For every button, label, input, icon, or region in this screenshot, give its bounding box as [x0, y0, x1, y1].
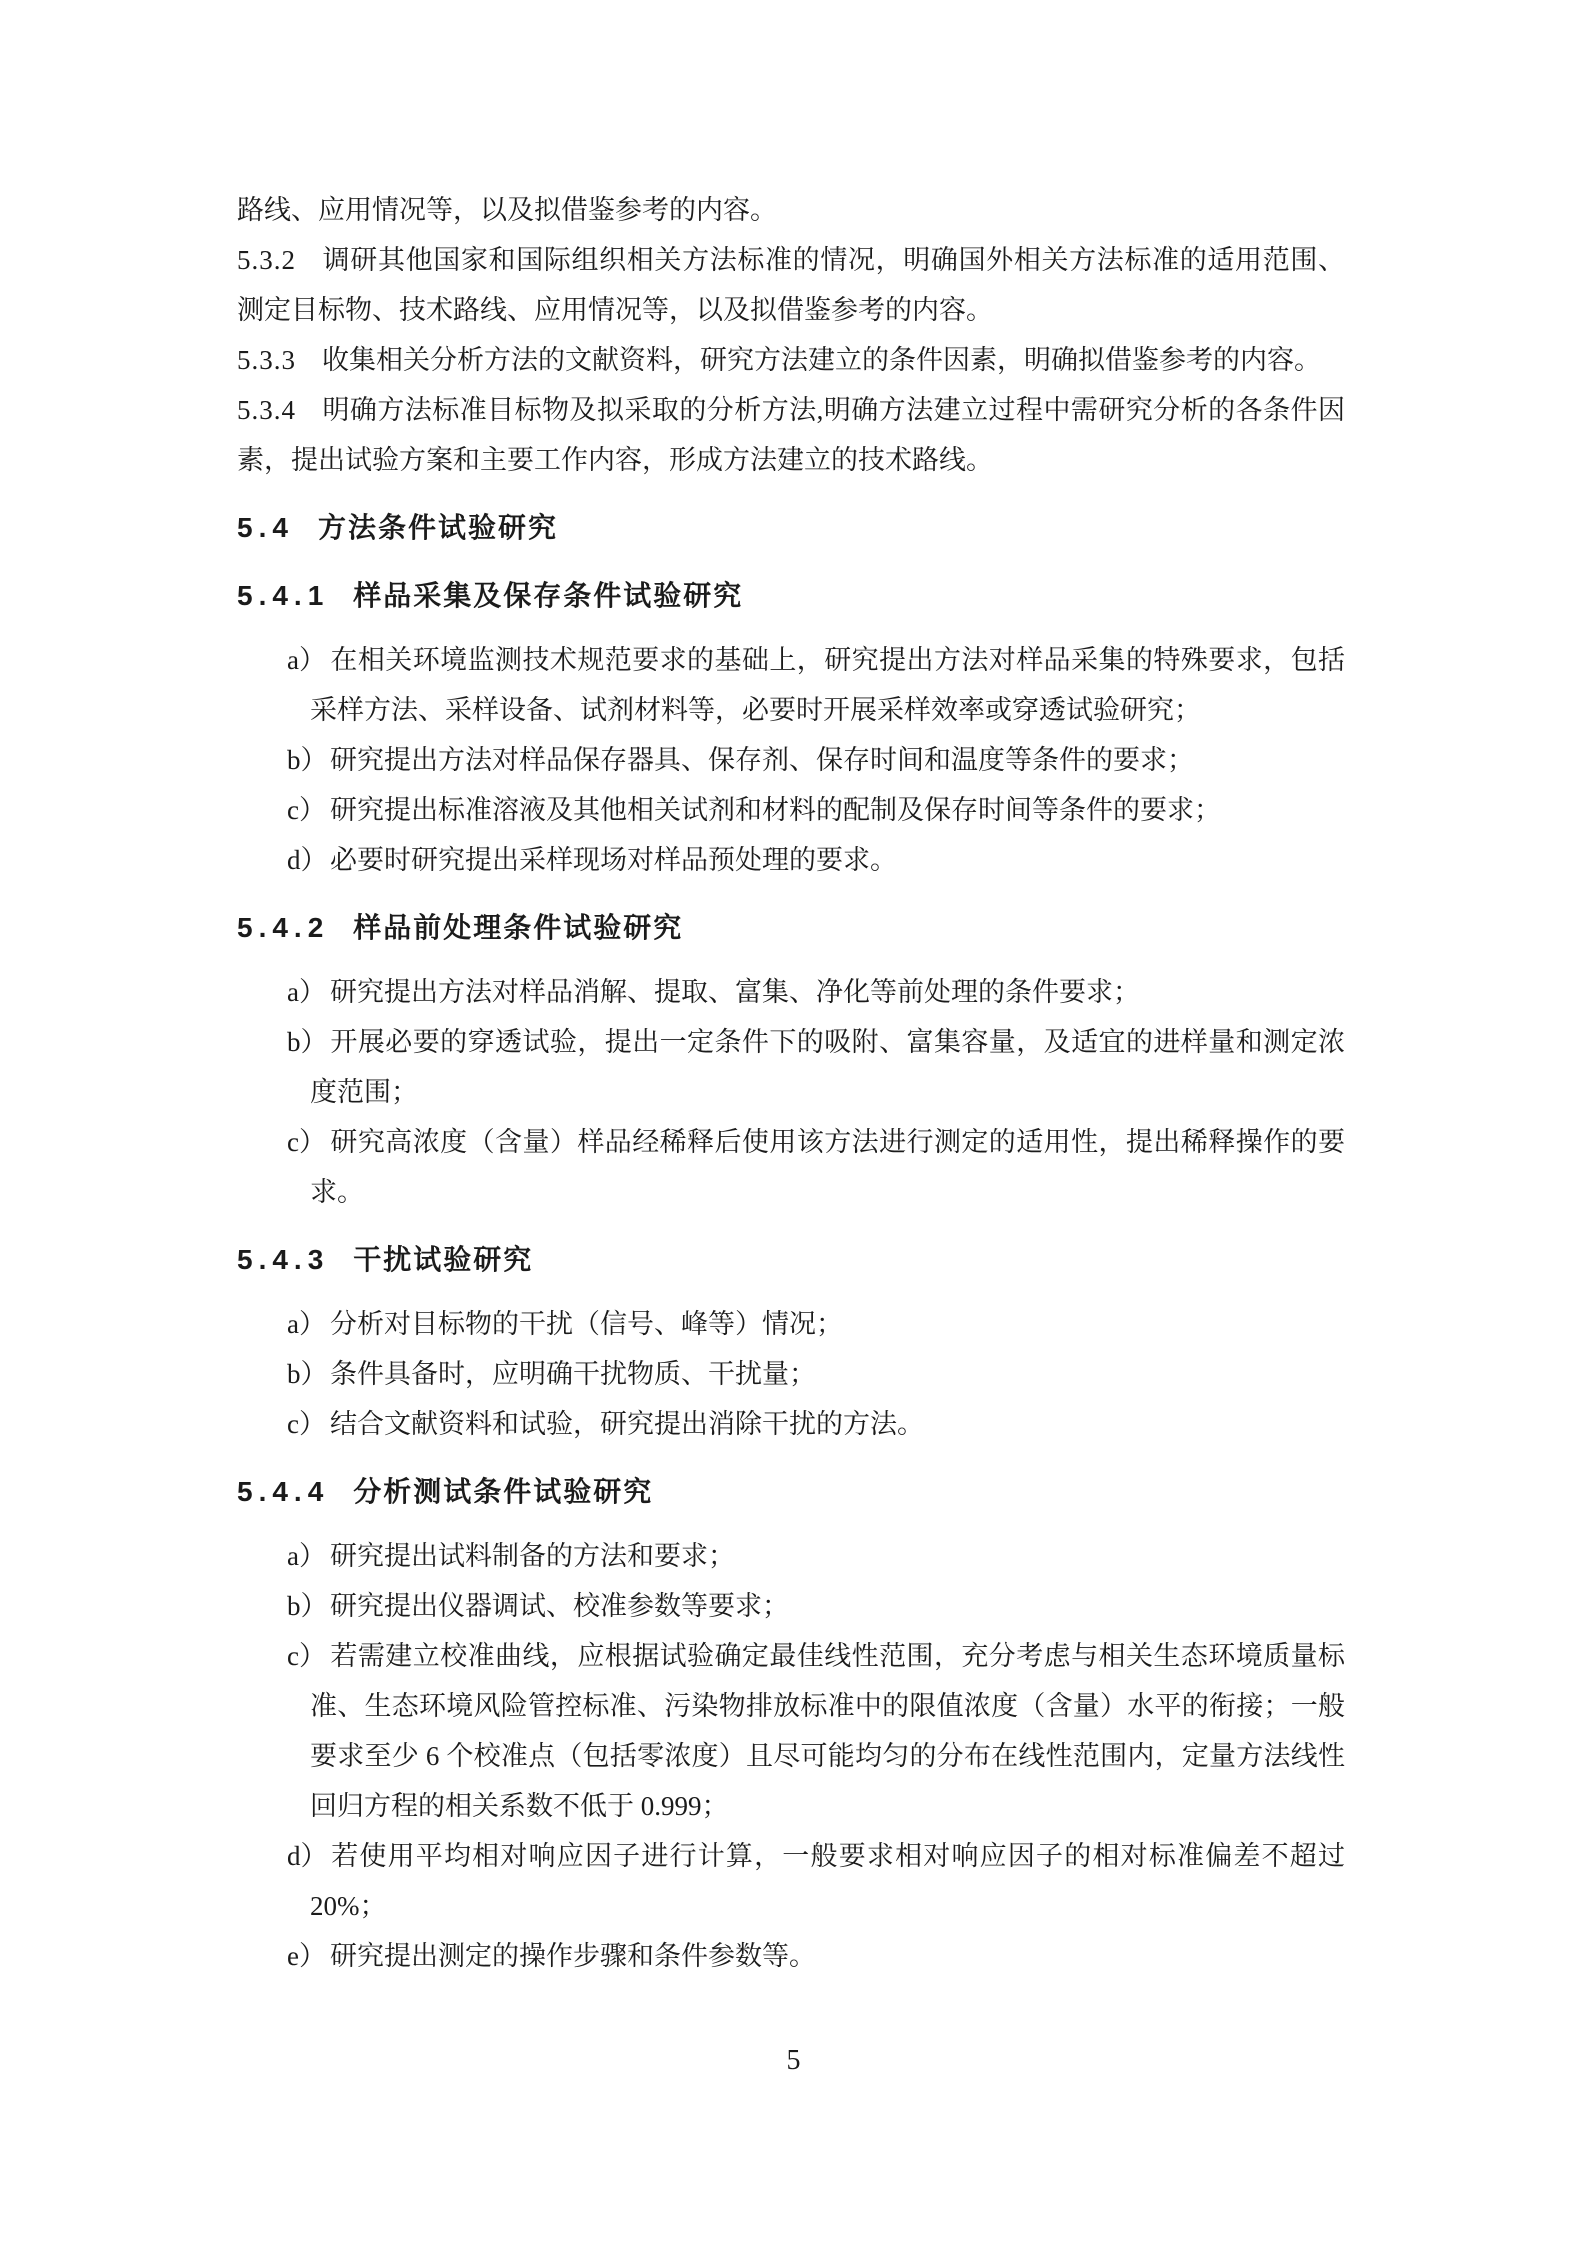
subsection-title: 分析测试条件试验研究 [353, 1476, 654, 1507]
section-title: 方法条件试验研究 [317, 512, 558, 543]
list-item [237, 1117, 1345, 1217]
subsection-heading-5-4-4 [237, 1467, 1345, 1517]
clause-5-3-3 [237, 335, 1345, 385]
list-item-label: d） [287, 845, 328, 875]
subsection-title: 干扰试验研究 [353, 1244, 534, 1275]
list-item-label: b） [287, 745, 328, 775]
clause-text: 收集相关分析方法的文献资料，研究方法建立的条件因素，明确拟借鉴参考的内容。 [322, 345, 1321, 375]
list-item-text: 研究提出仪器调试、校准参数等要求； [330, 1591, 789, 1621]
list-item-label: e） [287, 1941, 326, 1971]
section-number: 5.4 [237, 512, 294, 543]
list-item-text: 研究提出试料制备的方法和要求； [330, 1541, 735, 1571]
list-item [237, 1631, 1345, 1831]
list-item-text: 分析对目标物的干扰（信号、峰等）情况； [330, 1309, 843, 1339]
list-item-label: a） [287, 645, 326, 675]
list-item-text: 在相关环境监测技术规范要求的基础上，研究提出方法对样品采集的特殊要求，包括采样方法、采样设备、试剂材料等，必要时开展采样效率或穿透试验研究； [310, 645, 1345, 725]
subsection-number: 5.4.1 [237, 580, 330, 611]
list-item-label: b） [287, 1027, 328, 1057]
list-item-label: a） [287, 1541, 326, 1571]
subsection-number: 5.4.2 [237, 912, 330, 943]
list-item [237, 1581, 1345, 1631]
list-item-label: a） [287, 1309, 326, 1339]
subsection-heading-5-4-3 [237, 1235, 1345, 1285]
list-item [237, 735, 1345, 785]
clause-text: 明确方法标准目标物及拟采取的分析方法,明确方法建立过程中需研究分析的各条件因素，提出试验方案和主要工作内容，形成方法建立的技术路线。 [237, 395, 1345, 475]
paragraph-continuation: 路线、应用情况等，以及拟借鉴参考的内容。 [237, 195, 777, 225]
clause-number: 5.3.2 [237, 245, 296, 275]
clause-text: 调研其他国家和国际组织相关方法标准的情况，明确国外相关方法标准的适用范围、测定目标物、技术路线、应用情况等，以及拟借鉴参考的内容。 [237, 245, 1345, 325]
list-item [237, 1831, 1345, 1931]
list-item-text: 研究提出测定的操作步骤和条件参数等。 [330, 1941, 816, 1971]
list-item-label: d） [287, 1841, 328, 1871]
subsection-title: 样品前处理条件试验研究 [353, 912, 684, 943]
clause-number: 5.3.4 [237, 395, 296, 425]
list-item-text: 若使用平均相对响应因子进行计算，一般要求相对响应因子的相对标准偏差不超过20%； [310, 1841, 1345, 1921]
section-heading-5-4 [237, 503, 1345, 553]
list-5-4-2 [237, 967, 1345, 1217]
list-item-text: 研究高浓度（含量）样品经稀释后使用该方法进行测定的适用性，提出稀释操作的要求。 [310, 1127, 1345, 1207]
clause-5-3-2 [237, 235, 1345, 335]
list-item [237, 1931, 1345, 1981]
list-item-label: c） [287, 1641, 326, 1671]
list-item [237, 835, 1345, 885]
page-content [237, 185, 1345, 1981]
list-item [237, 1017, 1345, 1117]
list-item-label: c） [287, 1409, 326, 1439]
list-item-label: b） [287, 1359, 328, 1389]
subsection-title: 样品采集及保存条件试验研究 [353, 580, 744, 611]
list-5-4-3 [237, 1299, 1345, 1449]
list-5-4-1 [237, 635, 1345, 885]
list-item-text: 开展必要的穿透试验，提出一定条件下的吸附、富集容量，及适宜的进样量和测定浓度范围； [310, 1027, 1345, 1107]
list-item [237, 1349, 1345, 1399]
list-item [237, 1399, 1345, 1449]
list-item [237, 1531, 1345, 1581]
subsection-number: 5.4.4 [237, 1476, 330, 1507]
subsection-heading-5-4-1 [237, 571, 1345, 621]
page-number: 5 [786, 2045, 801, 2076]
list-item-text: 条件具备时，应明确干扰物质、干扰量； [330, 1359, 816, 1389]
list-item-text: 研究提出方法对样品保存器具、保存剂、保存时间和温度等条件的要求； [330, 745, 1194, 775]
clause-number: 5.3.3 [237, 345, 296, 375]
list-item-text: 必要时研究提出采样现场对样品预处理的要求。 [330, 845, 897, 875]
list-item-label: c） [287, 795, 326, 825]
list-item-text: 若需建立校准曲线，应根据试验确定最佳线性范围，充分考虑与相关生态环境质量标准、生态环境风险管控标准、污染物排放标准中的限值浓度（含量）水平的衔接；一般要求至少 6 个校准点（包括零浓度）且尽可能均匀的分布在线性范围内，定量方法线性回归方程的相关系数不低于 0.999； [310, 1641, 1345, 1821]
list-item-text: 研究提出方法对样品消解、提取、富集、净化等前处理的条件要求； [330, 977, 1140, 1007]
subsection-heading-5-4-2 [237, 903, 1345, 953]
list-item-text: 结合文献资料和试验，研究提出消除干扰的方法。 [330, 1409, 924, 1439]
list-item-label: c） [287, 1127, 326, 1157]
clause-5-3-4 [237, 385, 1345, 485]
list-5-4-4 [237, 1531, 1345, 1981]
list-item [237, 967, 1345, 1017]
list-item [237, 785, 1345, 835]
list-item-label: b） [287, 1591, 328, 1621]
list-item-label: a） [287, 977, 326, 1007]
list-item [237, 1299, 1345, 1349]
list-item-text: 研究提出标准溶液及其他相关试剂和材料的配制及保存时间等条件的要求； [330, 795, 1221, 825]
list-item [237, 635, 1345, 735]
subsection-number: 5.4.3 [237, 1244, 330, 1275]
